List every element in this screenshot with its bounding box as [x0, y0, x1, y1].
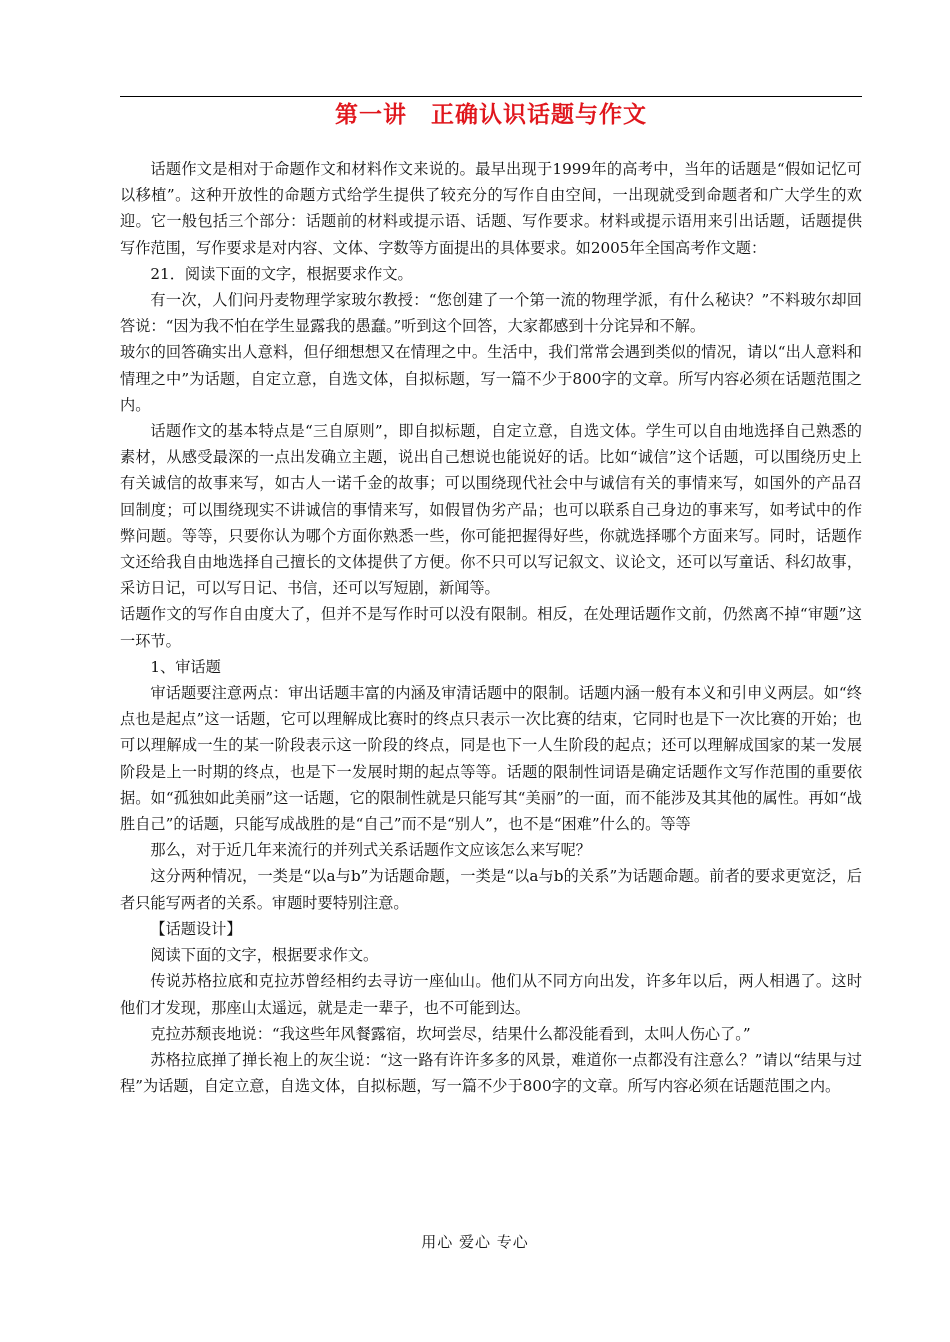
paragraph-review-topic: 审话题要注意两点：审出话题丰富的内涵及审清话题中的限制。话题内涵一般有本义和引申义两层。如“终点也是起点”这一话题，它可以理解成比赛时的终点只表示一次比赛的结束，它同时也是下一次比赛的开始；也可以理解成一生的某一阶段表示这一阶段的终点，同是也下一人生阶段的起点；还可以理解成国家的某一发展阶段是上一时期的终点，也是下一发展时期的起点等等。话题的限制性词语是确定话题作文写作范围的重要依据。如“孤独如此美丽”这一话题，它的限制性就是只能写其“美丽”的一面，而不能涉及其其他的属性。再如“战胜自己”的话题，只能写成战胜的是“自己”而不是“别人”，也不是“困难”什么的。等等	[120, 684, 862, 834]
paragraph-crassus: 克拉苏颓丧地说：“我这些年风餐露宿，坎坷尝尽，结果什么都没能看到，太叫人伤心了。”	[150, 1024, 751, 1043]
document-body	[120, 156, 862, 1099]
paragraph-exam-item: 21．阅读下面的文字，根据要求作文。	[150, 264, 413, 283]
paragraph-features: 话题作文的基本特点是“三自原则”，即自拟标题，自定立意，自选文体。学生可以自由地选择自己熟悉的素材，从感受最深的一点出发确立主题，说出自己想说也能说好的话。比如“诚信”这个话题，可以围绕历史上有关诚信的故事来写，如古人一诺千金的故事；可以围绕现代社会中与诚信有关的事情来写，如国外的产品召回制度；可以围绕现实不讲诚信的事情来写，如假冒伪劣产品；也可以联系自己身边的事来写，如考试中的作弊问题。等等，只要你认为哪个方面你熟悉一些，你可能把握得好些，你就选择哪个方面来写。同时，话题作文还给我自由地选择自己擅长的文体提供了方便。你不只可以写记叙文、议论文，还可以写童话、科幻故事，采访日记，可以写日记、书信，还可以写短剧，新闻等。	[120, 422, 862, 598]
paragraph-socrates-prompt: 苏格拉底掸了掸长袍上的灰尘说：“这一路有许许多多的风景，难道你一点都没有注意么？”请以“结果与过程”为话题，自定立意，自选文体，自拟标题，写一篇不少于800字的文章。所写内容必须在话题范围之内。	[120, 1050, 862, 1096]
paragraph-intro: 话题作文是相对于命题作文和材料作文来说的。最早出现于1999年的高考中，当年的话题是“假如记忆可以移植”。这种开放性的命题方式给学生提供了较充分的写作自由空间，一出现就受到命题者和广大学生的欢迎。它一般包括三个部分：话题前的材料或提示语、话题、写作要求。材料或提示语用来引出话题，话题提供写作范围，写作要求是对内容、文体、字数等方面提出的具体要求。如2005年全国高考作文题：	[120, 160, 862, 257]
paragraph-legend: 传说苏格拉底和克拉苏曾经相约去寻访一座仙山。他们从不同方向出发，许多年以后，两人相遇了。这时他们才发现，那座山太遥远，就是走一辈子，也不可能到达。	[120, 972, 862, 1017]
paragraph-instruction: 阅读下面的文字，根据要求作文。	[150, 946, 379, 965]
page-title: 第一讲 正确认识话题与作文	[335, 102, 647, 128]
paragraph-exam-prompt: 玻尔的回答确实出人意料，但仔细想想又在情理之中。生活中，我们常常会遇到类似的情况，请以“出人意料和情理之中”为话题，自定立意，自选文体，自拟标题，写一篇不少于800字的文章。所写内容必须在话题范围之内。	[120, 343, 862, 414]
section-heading-design: 【话题设计】	[150, 919, 242, 938]
page-footer: 用心 爱心 专心	[421, 1233, 529, 1251]
paragraph-freedom: 话题作文的写作自由度大了，但并不是写作时可以没有限制。相反，在处理话题作文前，仍然离不掉“审题”这一环节。	[120, 605, 862, 650]
paragraph-two-cases: 这分两种情况，一类是“以a与b”为话题命题，一类是“以a与b的关系”为话题命题。前者的要求更宽泛，后者只能写两者的关系。审题时要特别注意。	[120, 867, 862, 912]
paragraph-bohr-story: 有一次，人们问丹麦物理学家玻尔教授：“您创建了一个第一流的物理学派，有什么秘诀？”不料玻尔却回答说：“因为我不怕在学生显露我的愚蠢。”听到这个回答，大家都感到十分诧异和不解。	[120, 291, 862, 336]
paragraph-question: 那么，对于近几年来流行的并列式关系话题作文应该怎么来写呢？	[150, 841, 591, 860]
header-rule	[120, 96, 862, 97]
section-heading-review: 1、审话题	[150, 657, 221, 676]
